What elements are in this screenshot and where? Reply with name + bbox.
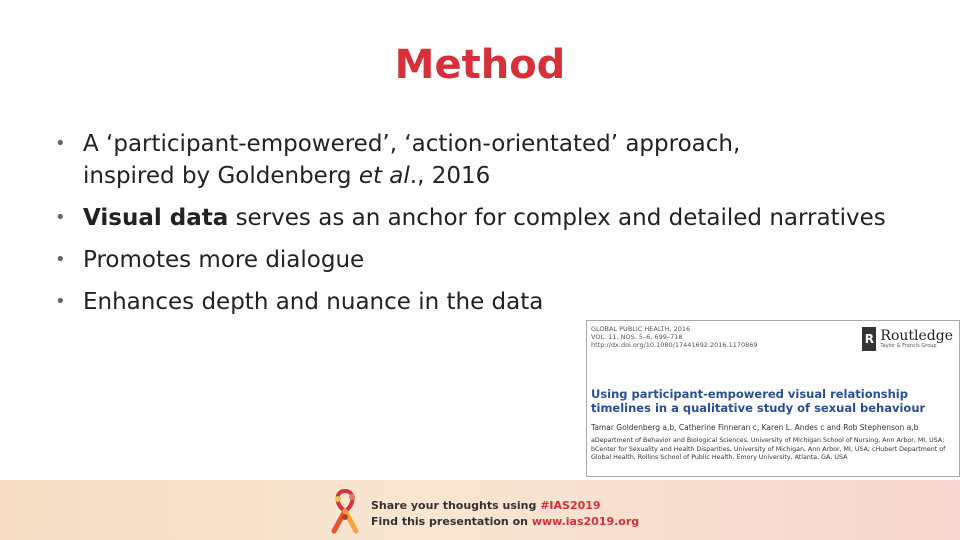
publisher-name: Routledge bbox=[880, 328, 953, 344]
bullet-text: A ‘participant-empowered’, ‘action-orientated’ approach, bbox=[83, 131, 741, 157]
journal-doi: http://dx.doi.org/10.1080/17441692.2016.1170869 bbox=[591, 341, 758, 349]
routledge-icon: R bbox=[862, 327, 876, 351]
bullet-dot-icon: • bbox=[55, 291, 66, 312]
awareness-ribbon-icon bbox=[326, 487, 364, 535]
footer-find-text: Find this presentation on bbox=[371, 515, 532, 528]
paper-authors: Tamar Goldenberg a,b, Catherine Finneran c, Karen L. Andes c and Rob Stephenson a,b bbox=[591, 423, 919, 432]
publisher-subtitle: Taylor & Francis Group bbox=[880, 343, 937, 349]
bullet-list bbox=[55, 128, 915, 328]
bullet-item bbox=[55, 286, 915, 318]
bullet-text: ., 2016 bbox=[409, 163, 491, 189]
footer-share-text: Share your thoughts using bbox=[371, 499, 541, 512]
bullet-text-emphasis: et al bbox=[358, 163, 410, 189]
slide-title: Method bbox=[394, 42, 566, 88]
bullet-item bbox=[55, 202, 915, 234]
footer-hashtag: #IAS2019 bbox=[540, 499, 601, 512]
bullet-text: inspired by Goldenberg bbox=[83, 163, 359, 189]
paper-excerpt-image bbox=[586, 320, 960, 477]
bullet-item bbox=[55, 128, 915, 192]
bullet-text: Enhances depth and nuance in the data bbox=[83, 289, 544, 315]
journal-name: GLOBAL PUBLIC HEALTH, 2016 bbox=[591, 325, 691, 333]
bullet-text: Promotes more dialogue bbox=[83, 247, 365, 273]
journal-header bbox=[591, 325, 758, 349]
bullet-text: serves as an anchor for complex and detailed narratives bbox=[228, 205, 886, 231]
bullet-dot-icon: • bbox=[55, 207, 66, 228]
bullet-item bbox=[55, 244, 915, 276]
paper-affiliations: aDepartment of Behavior and Biological Sciences, University of Michigan School of Nursing, Ann Arbor, MI, USA; bCenter for Sexuality and Health Disparities, University of Michigan, Ann Arbor, MI, USA; cHubert Department of Global Health, Rollins School of Public Health, Emory University, Atlanta, GA, USA bbox=[591, 437, 946, 461]
bullet-dot-icon: • bbox=[55, 249, 66, 270]
paper-title: Using participant-empowered visual relationship timelines in a qualitative study of sexual behaviour bbox=[591, 387, 926, 415]
bullet-text-bold: Visual data bbox=[83, 205, 229, 231]
publisher-logo bbox=[862, 327, 953, 351]
footer-text bbox=[371, 498, 639, 530]
journal-volume: VOL. 11, NOS. 5–6, 699–718 bbox=[591, 333, 683, 341]
footer-url-link[interactable]: www.ias2019.org bbox=[531, 515, 640, 528]
bullet-dot-icon: • bbox=[55, 133, 66, 154]
